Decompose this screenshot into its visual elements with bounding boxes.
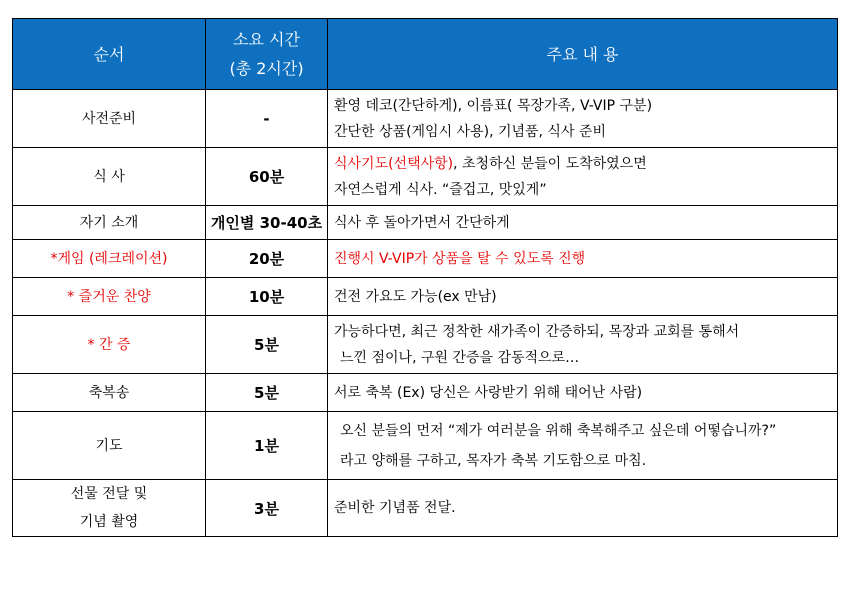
time-cell: 1분 xyxy=(206,412,328,480)
time-cell: 개인별 30-40초 xyxy=(206,206,328,240)
order-label: 식 사 xyxy=(93,168,125,185)
time-cell: 5분 xyxy=(206,374,328,412)
order-cell xyxy=(13,90,206,148)
table-row xyxy=(13,90,838,148)
content-line: 간단한 상품(게임시 사용), 기념품, 식사 준비 xyxy=(334,123,606,140)
order-cell xyxy=(13,278,206,316)
order-label: 기도 xyxy=(95,437,123,454)
header-time xyxy=(206,19,328,90)
header-time-total: (총 2시간) xyxy=(229,59,304,78)
content-line xyxy=(332,151,837,177)
order-label: *게임 (레크레이션) xyxy=(50,250,168,267)
content-cell xyxy=(328,206,838,240)
header-content xyxy=(328,19,838,90)
time-cell: 10분 xyxy=(206,278,328,316)
time-cell: 3분 xyxy=(206,480,328,537)
order-cell xyxy=(13,206,206,240)
content-cell xyxy=(328,90,838,148)
order-cell xyxy=(13,374,206,412)
table-row xyxy=(13,278,838,316)
schedule-rows xyxy=(13,90,838,537)
time-cell: - xyxy=(206,90,328,148)
content-line: 식사 후 돌아가면서 간단하게 xyxy=(334,214,510,231)
order-label: 사전준비 xyxy=(81,110,137,127)
content-line: 가능하다면, 최근 정착한 새가족이 간증하되, 목장과 교회를 통해서 xyxy=(334,323,740,340)
order-cell xyxy=(13,240,206,278)
schedule-table xyxy=(12,18,838,537)
header-time-label: 소요 시간 xyxy=(233,30,300,49)
content-line: 건전 가요도 가능(ex 만남) xyxy=(334,288,497,305)
table-row xyxy=(13,374,838,412)
content-cell xyxy=(328,240,838,278)
order-cell xyxy=(13,480,206,537)
content-cell xyxy=(328,316,838,374)
header-row xyxy=(13,19,838,90)
table-row xyxy=(13,148,838,206)
order-cell xyxy=(13,148,206,206)
content-line: 준비한 기념품 전달. xyxy=(334,500,456,516)
order-label: 선물 전달 및 xyxy=(70,486,148,502)
time-cell: 20분 xyxy=(206,240,328,278)
order-cell xyxy=(13,316,206,374)
table-row xyxy=(13,240,838,278)
table-row xyxy=(13,412,838,480)
order-label: * 즐거운 찬양 xyxy=(67,288,151,305)
order-label: 자기 소개 xyxy=(79,214,139,231)
order-label: 기념 촬영 xyxy=(79,514,139,530)
content-line: 환영 데코(간단하게), 이름표( 목장가족, V-VIP 구분) xyxy=(334,97,653,114)
order-label: * 간 증 xyxy=(87,336,131,353)
content-line: 자연스럽게 식사. “즐겁고, 맛있게” xyxy=(334,181,547,198)
table-row xyxy=(13,480,838,537)
table-row xyxy=(13,316,838,374)
header-content-label: 주요 내 용 xyxy=(546,44,619,64)
content-cell xyxy=(328,278,838,316)
content-line: 라고 양해를 구하고, 목자가 축복 기도함으로 마침. xyxy=(340,452,647,469)
content-line: 진행시 V-VIP가 상품을 탈 수 있도록 진행 xyxy=(334,250,586,267)
content-line: 서로 축복 (Ex) 당신은 사랑받기 위해 태어난 사람) xyxy=(334,384,643,401)
content-cell xyxy=(328,148,838,206)
content-cell xyxy=(328,480,838,537)
table-row xyxy=(13,206,838,240)
time-cell: 5분 xyxy=(206,316,328,374)
content-line: 느낀 점이나, 구원 간증을 감동적으로… xyxy=(340,349,580,366)
time-cell: 60분 xyxy=(206,148,328,206)
content-cell xyxy=(328,412,838,480)
header-order-label: 순서 xyxy=(93,44,125,64)
content-segment: , 초청하신 분들이 도착하였으면 xyxy=(453,155,647,172)
content-line: 오신 분들의 먼저 “제가 여러분을 위해 축복해주고 싶은데 어떻습니까?” xyxy=(340,422,777,439)
order-label: 축복송 xyxy=(88,384,130,401)
header-order xyxy=(13,19,206,90)
content-segment: 식사기도(선택사항) xyxy=(334,155,454,172)
content-cell xyxy=(328,374,838,412)
order-cell xyxy=(13,412,206,480)
